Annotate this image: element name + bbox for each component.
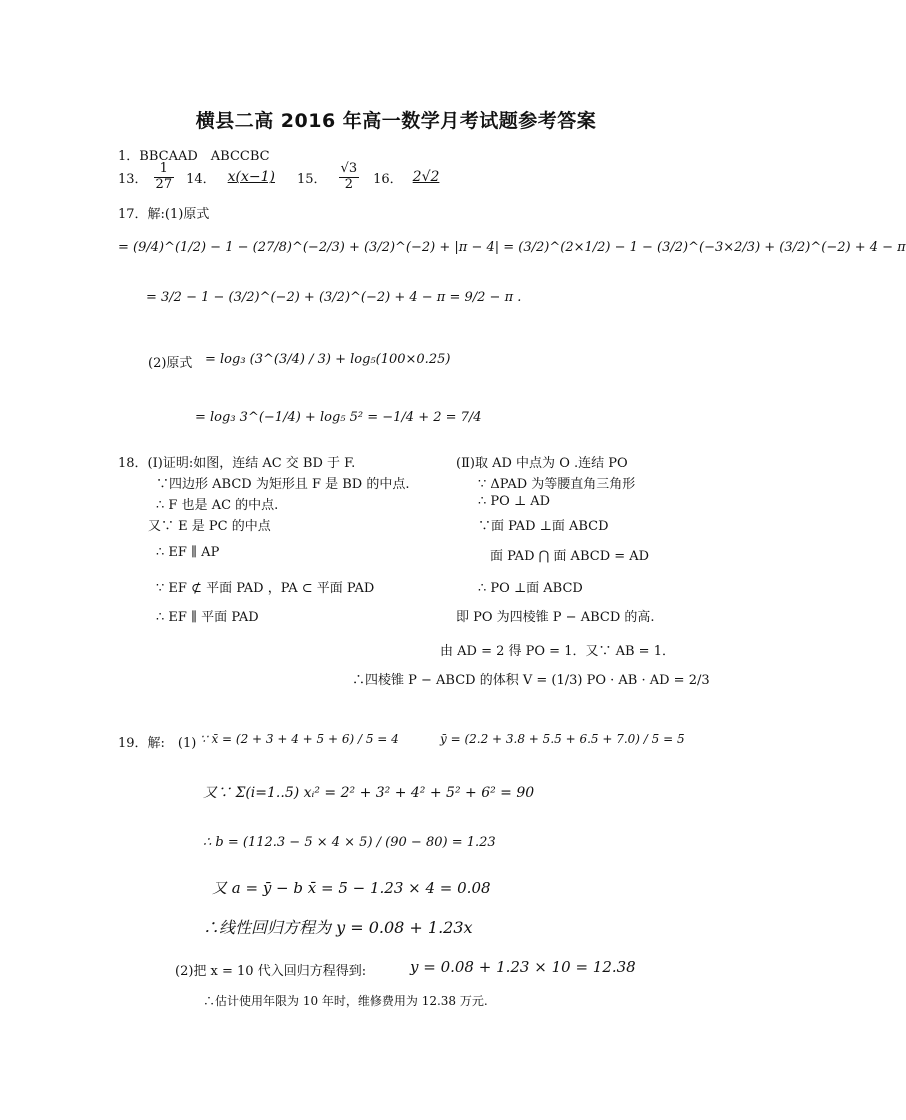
fraction-15: $\frac{√3}{2}$ [340,161,358,192]
label-14: 14． [186,171,216,187]
answer-16: 2√2 [412,169,440,186]
q17-line4: = log₃ 3^(−1/4) + log₅ 5² = −1/4 + 2 = 7/4 [195,410,482,425]
q19-part2: (2)把 x = 10 代入回归方程得到: [175,964,367,979]
label-16: 16． [373,171,403,187]
page-title: 横县二高 2016 年高一数学月考试题参考答案 [195,110,597,132]
q19-ybar: ȳ = (2.2 + 3.8 + 5.5 + 6.5 + 7.0) / 5 = 5 [440,732,685,746]
q19-equation: ∴线性回归方程为 y = 0.08 + 1.23x [203,918,473,937]
label-13: 13． [118,171,148,187]
q18-right-4: ∵面 PAD ⊥面 ABCD [478,519,609,534]
q19-part2-value: y = 0.08 + 1.23 × 10 = 12.38 [410,958,636,976]
q18-right-1: (Ⅱ)取 AD 中点为 O .连结 PO [456,456,628,471]
q18-right-3: ∴ PO ⊥ AD [478,494,551,509]
q18-left-6: ∵ EF ⊄ 平面 PAD ，PA ⊂ 平面 PAD [156,581,375,596]
q17-line3: = log₃ (3^(3/4) / 3) + log₅(100×0.25) [205,352,451,367]
q18-right-7: 即 PO 为四棱锥 P − ABCD 的高. [456,610,655,625]
q17-line1: = (9/4)^(1/2) − 1 − (27/8)^(−2/3) + (3/2)^(−2) + |π − 4| = (3/2)^(2×1/2) − 1 − (3/2)^(−3×2/3) + (3/2)^(−2) + 4 − π [118,240,906,255]
answer-1-12: 1．BBCAAD ABCCBC [118,149,270,164]
q17-line2: = 3/2 − 1 − (3/2)^(−2) + (3/2)^(−2) + 4 − π = 9/2 − π . [146,290,522,305]
label-15: 15． [297,171,327,187]
q18-left-5: ∴ EF ∥ AP [156,545,220,560]
q19-b: ∴ b = (112.3 − 5 × 4 × 5) / (90 − 80) = 1.23 [203,835,496,850]
q17-heading: 17．解:(1)原式 [118,207,210,222]
q19-a: 又 a = ȳ − b x̄ = 5 − 1.23 × 4 = 0.08 [212,879,491,897]
fraction-13: $\frac{1}{27}$ [155,161,173,192]
q19-xbar: ∵ x̄ = (2 + 3 + 4 + 5 + 6) / 5 = 4 [200,732,399,746]
q18-right-6: ∴ PO ⊥面 ABCD [478,581,583,596]
q18-left-4: 又∵ E 是 PC 的中点 [148,519,271,534]
q18-right-5: 面 PAD ⋂ 面 ABCD = AD [490,549,650,564]
q18-left-1: 18．(Ⅰ)证明:如图，连结 AC 交 BD 于 F. [118,456,356,471]
answer-14: x(x−1) [227,169,275,186]
q18-line9: ∴四棱锥 P − ABCD 的体积 V = (1/3) PO · AB · AD = 2/3 [352,673,710,688]
q19-conclusion: ∴估计使用年限为 10 年时，维修费用为 12.38 万元. [203,994,488,1008]
q19-label: 19．解: (1) [118,736,197,751]
q18-left-3: ∴ F 也是 AC 的中点. [156,498,279,513]
q18-left-2: ∵四边形 ABCD 为矩形且 F 是 BD 的中点. [156,477,410,492]
q18-right-2: ∵ ΔPAD 为等腰直角三角形 [478,477,636,492]
answer-13-16 [118,162,439,193]
q18-left-7: ∴ EF ∥ 平面 PAD [156,610,259,625]
q17-part2-label: (2)原式 [148,356,193,371]
q19-sum: 又∵ Σ(i=1..5) xᵢ² = 2² + 3² + 4² + 5² + 6² = 90 [203,785,535,801]
q18-line8: 由 AD = 2 得 PO = 1．又∵ AB = 1． [440,644,675,659]
